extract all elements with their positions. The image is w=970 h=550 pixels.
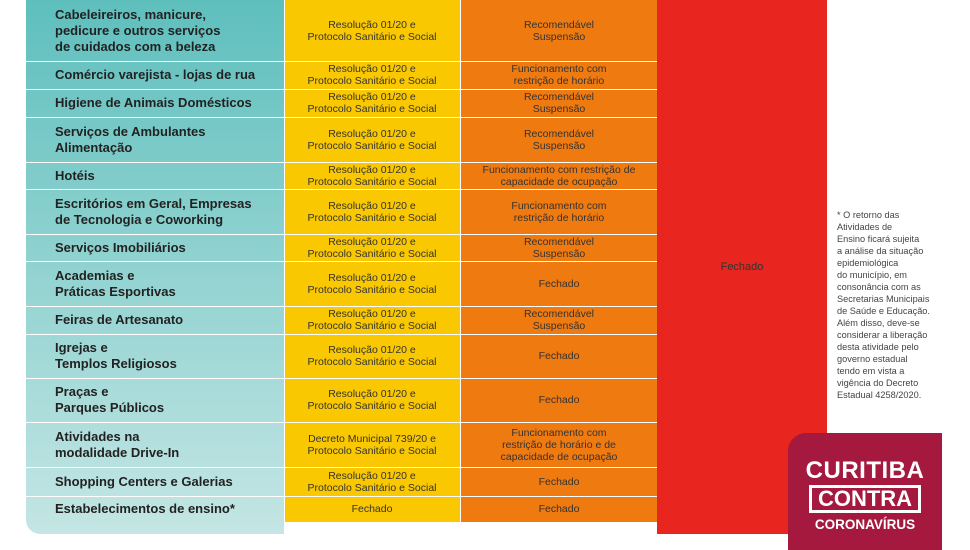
regulation-cell: Fechado [284, 496, 460, 522]
row-divider [26, 306, 657, 307]
column-divider [284, 0, 285, 534]
activity-name: Shopping Centers e Galerias [55, 473, 233, 489]
activity-name: Escritórios em Geral, Empresas de Tecnologia e Coworking [55, 195, 252, 227]
row-divider [26, 162, 657, 163]
activity-name: Feiras de Artesanato [55, 312, 184, 327]
footnote: * O retorno das Atividades de Ensino ficará sujeita a análise da situação epidemiológica do município, em consonância com as Secretarias Municipais de Saúde e Educação. Além disso, deve-se considerar a liberação desta atividade pelo governo estadual tendo em vista a vigência do Decreto Estadual 4258/2020. [837, 210, 930, 400]
activity-name: Cabeleireiros, manicure, pedicure e outros serviços de cuidados com a beleza [55, 6, 221, 54]
status-cell: Fechado [461, 378, 657, 422]
logo-line-2: CONTRA [809, 485, 921, 513]
column-divider [460, 0, 461, 534]
regulation-cell: Resolução 01/20 e Protocolo Sanitário e Social [284, 234, 460, 261]
status-cell: Fechado [461, 261, 657, 306]
activity-name: Comércio varejista - lojas de rua [55, 67, 256, 82]
activity-name: Estabelecimentos de ensino* [55, 501, 235, 516]
status-cell: Funcionamento com restrição de capacidade de ocupação [461, 162, 657, 189]
row-divider [26, 61, 657, 62]
regulation-cell: Resolução 01/20 e Protocolo Sanitário e Social [284, 0, 460, 61]
regulation-cell: Resolução 01/20 e Protocolo Sanitário e Social [284, 334, 460, 378]
regulation-cell: Resolução 01/20 e Protocolo Sanitário e Social [284, 378, 460, 422]
regulation-cell: Resolução 01/20 e Protocolo Sanitário e Social [284, 117, 460, 162]
status-cell: Funcionamento com restrição de horário [461, 61, 657, 89]
activity-name: Praças e Parques Públicos [55, 384, 165, 415]
status-cell: Funcionamento com restrição de horário e de capacidade de ocupação [461, 422, 657, 467]
activity-name: Higiene de Animais Domésticos [55, 95, 252, 110]
row-divider [26, 378, 657, 379]
status-cell: Recomendável Suspensão [461, 117, 657, 162]
activity-name: Hotéis [55, 167, 95, 183]
logo-line-1: CURITIBA [805, 457, 925, 484]
row-divider [26, 467, 657, 468]
regulation-cell: Resolução 01/20 e Protocolo Sanitário e Social [284, 261, 460, 306]
regulation-cell: Resolução 01/20 e Protocolo Sanitário e Social [284, 189, 460, 234]
status-cell: Recomendável Suspensão [461, 234, 657, 261]
status-cell: Fechado [461, 496, 657, 522]
row-divider [26, 189, 657, 190]
row-divider [26, 234, 657, 235]
row-divider [26, 334, 657, 335]
curitiba-contra-coronavirus-logo [788, 433, 942, 550]
status-cell: Recomendável Suspensão [461, 89, 657, 117]
status-cell: Fechado [461, 334, 657, 378]
red-column-label: Fechado [720, 261, 764, 273]
status-cell: Recomendável Suspensão [461, 306, 657, 334]
status-cell: Recomendável Suspensão [461, 0, 657, 61]
status-cell: Funcionamento com restrição de horário [461, 189, 657, 234]
activity-name: Igrejas e Templos Religiosos [55, 340, 177, 371]
regulation-cell: Resolução 01/20 e Protocolo Sanitário e Social [284, 89, 460, 117]
activity-name: Serviços Imobiliários [55, 239, 186, 255]
regulation-cell: Resolução 01/20 e Protocolo Sanitário e Social [284, 61, 460, 89]
activity-name: Academias e Práticas Esportivas [55, 267, 176, 299]
row-divider [26, 117, 657, 118]
row-divider [26, 89, 657, 90]
activity-name: Serviços de Ambulantes Alimentação [55, 123, 206, 155]
row-divider [26, 496, 657, 497]
row-divider [26, 422, 657, 423]
regulation-cell: Decreto Municipal 739/20 e Protocolo Sanitário e Social [284, 422, 460, 467]
regulation-cell: Resolução 01/20 e Protocolo Sanitário e Social [284, 306, 460, 334]
row-divider [26, 261, 657, 262]
regulation-cell: Resolução 01/20 e Protocolo Sanitário e Social [284, 467, 460, 496]
status-cell: Fechado [461, 467, 657, 496]
regulation-cell: Resolução 01/20 e Protocolo Sanitário e Social [284, 162, 460, 189]
logo-line-3: CORONAVÍRUS [814, 517, 916, 532]
activity-name: Atividades na modalidade Drive-In [55, 428, 180, 460]
